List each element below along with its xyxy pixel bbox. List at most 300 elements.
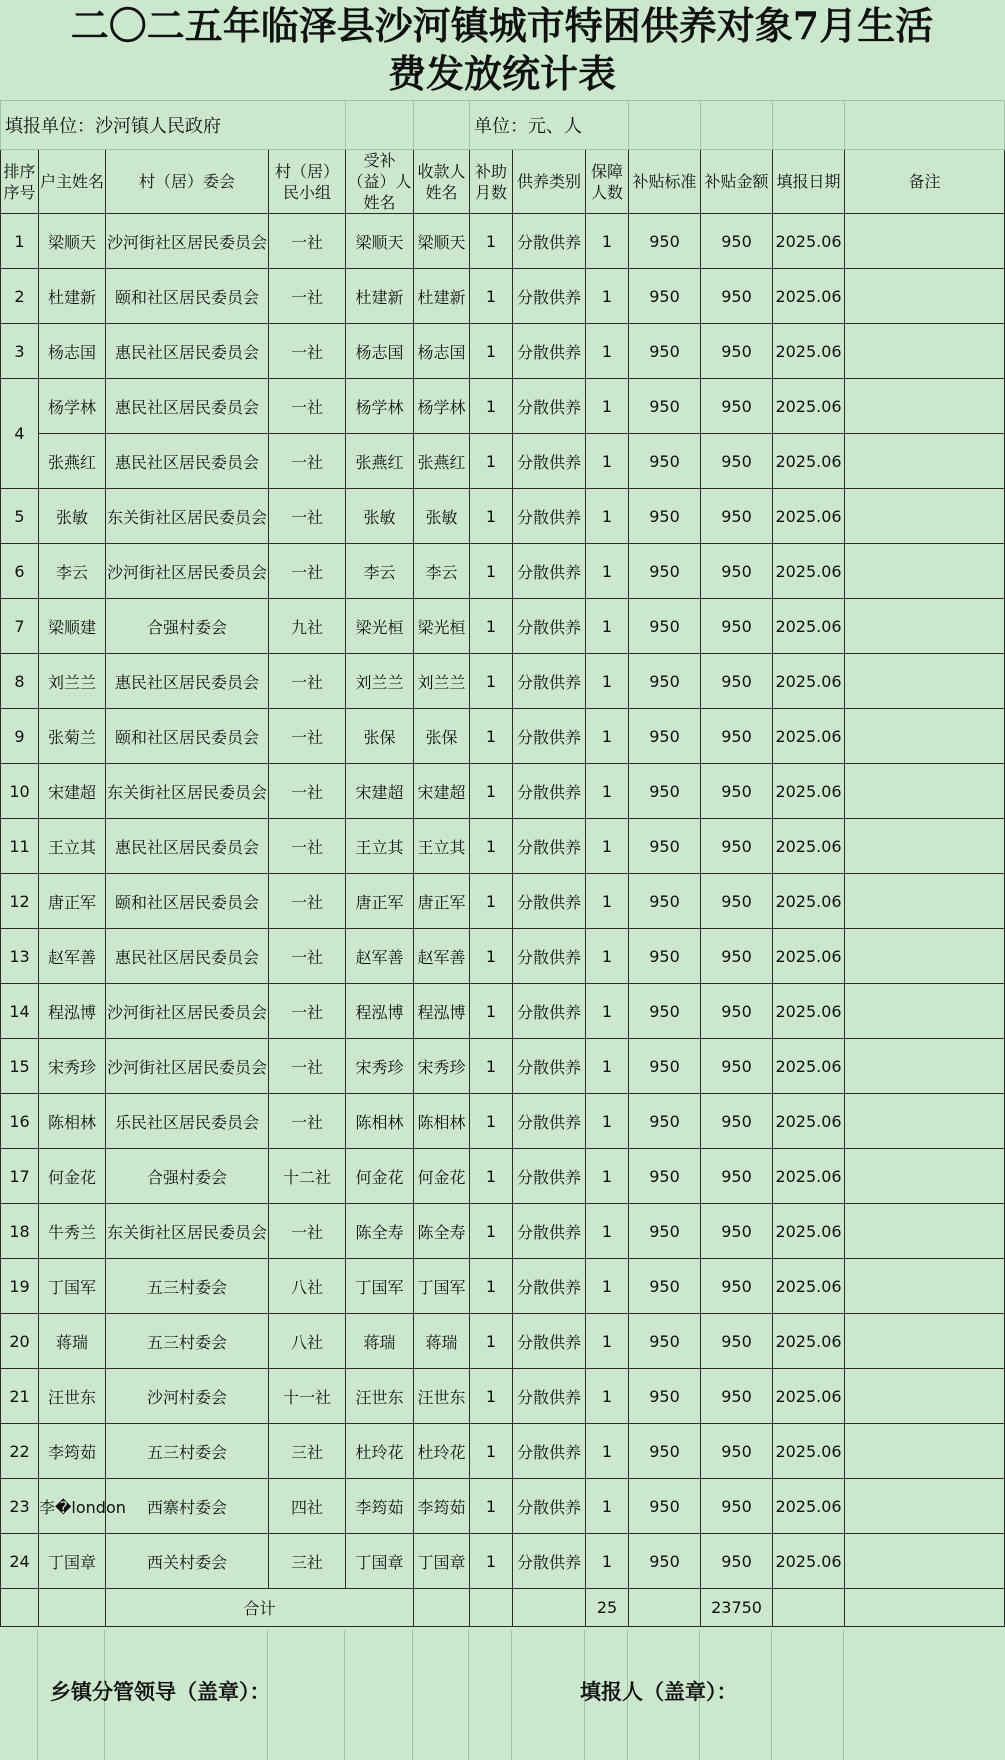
cell-amount: 950 (701, 1094, 773, 1149)
cell-seq: 5 (1, 489, 39, 544)
table-row (1, 874, 1005, 929)
cell-seq: 21 (1, 1369, 39, 1424)
cell-group: 一社 (269, 874, 346, 929)
cell-persons: 1 (586, 1314, 629, 1369)
cell-head: 杨学林 (39, 379, 106, 434)
cell-standard: 950 (629, 1149, 701, 1204)
cell-payee: 张燕红 (414, 434, 470, 489)
cell-seq: 15 (1, 1039, 39, 1094)
cell-note (845, 599, 1005, 654)
cell-category: 分散供养 (513, 984, 586, 1039)
cell-committee: 惠民社区居民委员会 (106, 654, 269, 709)
cell-group: 八社 (269, 1259, 346, 1314)
cell-beneficiary: 宋秀珍 (346, 1039, 414, 1094)
cell-note (845, 214, 1005, 269)
cell-seq: 8 (1, 654, 39, 709)
cell-months: 1 (470, 764, 513, 819)
cell-payee: 宋秀珍 (414, 1039, 470, 1094)
cell-head: 梁顺天 (39, 214, 106, 269)
cell-beneficiary: 杜建新 (346, 269, 414, 324)
cell-note (845, 1479, 1005, 1534)
cell-seq: 23 (1, 1479, 39, 1534)
cell-note (845, 434, 1005, 489)
cell-payee: 赵军善 (414, 929, 470, 984)
header-cell: 受补（益）人姓名 (347, 151, 412, 212)
cell-category: 分散供养 (513, 1259, 586, 1314)
header-cell: 保障人数 (586, 150, 629, 214)
cell-beneficiary: 杨志国 (346, 324, 414, 379)
cell-amount: 950 (701, 434, 773, 489)
cell-seq: 16 (1, 1094, 39, 1149)
cell-committee: 西关村委会 (106, 1534, 269, 1589)
cell-persons: 1 (586, 1094, 629, 1149)
header-cell: 户主姓名 (39, 150, 106, 214)
cell-date: 2025.06 (773, 1149, 845, 1204)
cell-date: 2025.06 (773, 1369, 845, 1424)
cell-group: 一社 (269, 929, 346, 984)
cell-date: 2025.06 (773, 1534, 845, 1589)
cell-persons: 1 (586, 214, 629, 269)
cell-payee: 张保 (414, 709, 470, 764)
cell-beneficiary: 王立其 (346, 819, 414, 874)
cell-persons: 1 (586, 1479, 629, 1534)
cell-payee: 李云 (414, 544, 470, 599)
cell-persons: 1 (586, 929, 629, 984)
cell-committee: 惠民社区居民委员会 (106, 434, 269, 489)
cell-standard: 950 (629, 1204, 701, 1259)
cell-standard: 950 (629, 819, 701, 874)
cell-committee: 惠民社区居民委员会 (106, 929, 269, 984)
cell-amount: 950 (701, 984, 773, 1039)
header-cell: 备注 (845, 150, 1005, 214)
table-row (1, 709, 1005, 764)
cell-head: 李�london (39, 1479, 106, 1534)
cell-beneficiary: 赵军善 (346, 929, 414, 984)
cell-group: 一社 (269, 544, 346, 599)
cell-months: 1 (470, 709, 513, 764)
cell-date: 2025.06 (773, 764, 845, 819)
cell-date: 2025.06 (773, 434, 845, 489)
cell-months: 1 (470, 1094, 513, 1149)
table-row (1, 599, 1005, 654)
cell-payee: 何金花 (414, 1149, 470, 1204)
cell-payee: 杜建新 (414, 269, 470, 324)
cell-category: 分散供养 (513, 1204, 586, 1259)
cell-category: 分散供养 (513, 654, 586, 709)
cell-category: 分散供养 (513, 269, 586, 324)
cell-group: 一社 (269, 324, 346, 379)
cell-payee: 李筠茹 (414, 1479, 470, 1534)
cell-months: 1 (470, 1369, 513, 1424)
cell-standard: 950 (629, 654, 701, 709)
cell-standard: 950 (629, 599, 701, 654)
cell-category: 分散供养 (513, 1094, 586, 1149)
cell-note (845, 819, 1005, 874)
cell-amount: 950 (701, 214, 773, 269)
empty-cell (414, 1589, 470, 1627)
cell-persons: 1 (586, 434, 629, 489)
cell-beneficiary: 丁国军 (346, 1259, 414, 1314)
cell-months: 1 (470, 1479, 513, 1534)
cell-date: 2025.06 (773, 544, 845, 599)
table-row (1, 1039, 1005, 1094)
cell-standard: 950 (629, 489, 701, 544)
cell-standard: 950 (629, 874, 701, 929)
total-label: 合计 (106, 1589, 414, 1627)
empty-cell (39, 1589, 106, 1627)
cell-category: 分散供养 (513, 544, 586, 599)
unit-label: 单位：元、人 (470, 101, 629, 150)
cell-standard: 950 (629, 1424, 701, 1479)
cell-beneficiary: 何金花 (346, 1149, 414, 1204)
cell-persons: 1 (586, 324, 629, 379)
cell-committee: 东关街社区居民委员会 (106, 1204, 269, 1259)
cell-amount: 950 (701, 1259, 773, 1314)
cell-category: 分散供养 (513, 874, 586, 929)
cell-persons: 1 (586, 489, 629, 544)
cell-head: 陈相林 (39, 1094, 106, 1149)
cell-standard: 950 (629, 1094, 701, 1149)
cell-date: 2025.06 (773, 1039, 845, 1094)
cell-note (845, 929, 1005, 984)
cell-head: 唐正军 (39, 874, 106, 929)
cell-seq: 7 (1, 599, 39, 654)
cell-committee: 沙河村委会 (106, 1369, 269, 1424)
cell-payee: 丁国章 (414, 1534, 470, 1589)
cell-months: 1 (470, 489, 513, 544)
cell-persons: 1 (586, 1259, 629, 1314)
cell-head: 宋秀珍 (39, 1039, 106, 1094)
cell-beneficiary: 汪世东 (346, 1369, 414, 1424)
cell-category: 分散供养 (513, 764, 586, 819)
cell-months: 1 (470, 1424, 513, 1479)
cell-seq: 18 (1, 1204, 39, 1259)
cell-persons: 1 (586, 1039, 629, 1094)
cell-committee: 合强村委会 (106, 1149, 269, 1204)
cell-payee: 张敏 (414, 489, 470, 544)
table-row (1, 214, 1005, 269)
cell-note (845, 1204, 1005, 1259)
cell-group: 一社 (269, 654, 346, 709)
cell-category: 分散供养 (513, 1149, 586, 1204)
cell-amount: 950 (701, 764, 773, 819)
header-cell: 村（居）委会 (106, 150, 269, 214)
cell-head: 刘兰兰 (39, 654, 106, 709)
cell-group: 一社 (269, 489, 346, 544)
cell-note (845, 764, 1005, 819)
cell-payee: 唐正军 (414, 874, 470, 929)
table-row (1, 1424, 1005, 1479)
cell-group: 一社 (269, 819, 346, 874)
cell-months: 1 (470, 1259, 513, 1314)
cell-note (845, 379, 1005, 434)
cell-standard: 950 (629, 709, 701, 764)
cell-date: 2025.06 (773, 1314, 845, 1369)
cell-amount: 950 (701, 544, 773, 599)
table-row (1, 1204, 1005, 1259)
header-cell: 收款人姓名 (414, 150, 470, 214)
cell-date: 2025.06 (773, 1094, 845, 1149)
cell-payee: 杜玲花 (414, 1424, 470, 1479)
header-cell: 排序序号 (1, 150, 39, 214)
cell-months: 1 (470, 984, 513, 1039)
cell-category: 分散供养 (513, 214, 586, 269)
cell-note (845, 984, 1005, 1039)
cell-beneficiary: 宋建超 (346, 764, 414, 819)
cell-head: 丁国章 (39, 1534, 106, 1589)
table-row (1, 1259, 1005, 1314)
cell-payee: 丁国军 (414, 1259, 470, 1314)
cell-note (845, 1424, 1005, 1479)
table-row (1, 1479, 1005, 1534)
cell-standard: 950 (629, 1479, 701, 1534)
cell-note (845, 269, 1005, 324)
cell-seq: 9 (1, 709, 39, 764)
cell-persons: 1 (586, 544, 629, 599)
cell-committee: 颐和社区居民委员会 (106, 874, 269, 929)
cell-category: 分散供养 (513, 379, 586, 434)
cell-committee: 乐民社区居民委员会 (106, 1094, 269, 1149)
cell-beneficiary: 丁国章 (346, 1534, 414, 1589)
cell-amount: 950 (701, 379, 773, 434)
cell-persons: 1 (586, 764, 629, 819)
cell-note (845, 1369, 1005, 1424)
table-row (1, 764, 1005, 819)
document-title (0, 0, 1004, 101)
cell-persons: 1 (586, 654, 629, 709)
cell-category: 分散供养 (513, 1369, 586, 1424)
cell-persons: 1 (586, 1369, 629, 1424)
cell-beneficiary: 蒋瑞 (346, 1314, 414, 1369)
cell-date: 2025.06 (773, 1204, 845, 1259)
cell-group: 九社 (269, 599, 346, 654)
cell-months: 1 (470, 269, 513, 324)
cell-note (845, 489, 1005, 544)
cell-category: 分散供养 (513, 324, 586, 379)
cell-group: 一社 (269, 984, 346, 1039)
cell-persons: 1 (586, 1424, 629, 1479)
empty-cell (773, 1589, 845, 1627)
cell-standard: 950 (629, 1369, 701, 1424)
table-row (1, 654, 1005, 709)
cell-beneficiary: 杜玲花 (346, 1424, 414, 1479)
cell-date: 2025.06 (773, 599, 845, 654)
cell-group: 一社 (269, 434, 346, 489)
empty-cell (845, 1589, 1005, 1627)
header-cell: 村（居）民小组 (269, 150, 346, 214)
cell-head: 赵军善 (39, 929, 106, 984)
cell-date: 2025.06 (773, 379, 845, 434)
table-row (1, 379, 1005, 434)
cell-amount: 950 (701, 1149, 773, 1204)
cell-date: 2025.06 (773, 654, 845, 709)
cell-date: 2025.06 (773, 214, 845, 269)
cell-payee: 杨学林 (414, 379, 470, 434)
cell-payee: 汪世东 (414, 1369, 470, 1424)
cell-head: 何金花 (39, 1149, 106, 1204)
cell-group: 一社 (269, 709, 346, 764)
cell-seq: 13 (1, 929, 39, 984)
cell-group: 一社 (269, 1204, 346, 1259)
cell-persons: 1 (586, 984, 629, 1039)
header-cell: 供养类别 (513, 150, 586, 214)
cell-amount: 950 (701, 709, 773, 764)
cell-persons: 1 (586, 819, 629, 874)
cell-amount: 950 (701, 1314, 773, 1369)
cell-seq: 22 (1, 1424, 39, 1479)
cell-payee: 蒋瑞 (414, 1314, 470, 1369)
cell-months: 1 (470, 434, 513, 489)
cell-persons: 1 (586, 1534, 629, 1589)
cell-months: 1 (470, 379, 513, 434)
cell-group: 四社 (269, 1479, 346, 1534)
cell-head: 张菊兰 (39, 709, 106, 764)
cell-date: 2025.06 (773, 929, 845, 984)
cell-note (845, 1259, 1005, 1314)
cell-head: 张敏 (39, 489, 106, 544)
cell-date: 2025.06 (773, 269, 845, 324)
cell-amount: 950 (701, 1369, 773, 1424)
cell-beneficiary: 张燕红 (346, 434, 414, 489)
cell-note (845, 874, 1005, 929)
title-line-2: 费发放统计表 (387, 51, 616, 96)
total-amount: 23750 (701, 1589, 773, 1627)
cell-head: 丁国军 (39, 1259, 106, 1314)
cell-committee: 沙河街社区居民委员会 (106, 544, 269, 599)
cell-head: 梁顺建 (39, 599, 106, 654)
cell-group: 十二社 (269, 1149, 346, 1204)
table-row (1, 819, 1005, 874)
cell-persons: 1 (586, 269, 629, 324)
cell-category: 分散供养 (513, 1534, 586, 1589)
cell-committee: 五三村委会 (106, 1259, 269, 1314)
empty-cell (1, 1589, 39, 1627)
table-row (1, 984, 1005, 1039)
header-cell: 补贴金额 (701, 150, 773, 214)
cell-standard: 950 (629, 764, 701, 819)
total-row (1, 1589, 1005, 1627)
cell-months: 1 (470, 874, 513, 929)
meta-row (1, 101, 1005, 150)
cell-committee: 西寨村委会 (106, 1479, 269, 1534)
cell-standard: 950 (629, 214, 701, 269)
cell-note (845, 1534, 1005, 1589)
cell-committee: 沙河街社区居民委员会 (106, 214, 269, 269)
cell-payee: 宋建超 (414, 764, 470, 819)
header-cell: 补贴标准 (629, 150, 701, 214)
cell-category: 分散供养 (513, 1479, 586, 1534)
cell-head: 宋建超 (39, 764, 106, 819)
data-table (0, 101, 1005, 1627)
cell-persons: 1 (586, 379, 629, 434)
cell-head: 杨志国 (39, 324, 106, 379)
cell-date: 2025.06 (773, 1259, 845, 1314)
cell-head: 李云 (39, 544, 106, 599)
cell-committee: 东关街社区居民委员会 (106, 489, 269, 544)
cell-category: 分散供养 (513, 819, 586, 874)
cell-payee: 陈相林 (414, 1094, 470, 1149)
cell-amount: 950 (701, 1479, 773, 1534)
cell-persons: 1 (586, 1149, 629, 1204)
cell-seq: 3 (1, 324, 39, 379)
cell-beneficiary: 陈全寿 (346, 1204, 414, 1259)
table-row (1, 324, 1005, 379)
cell-committee: 合强村委会 (106, 599, 269, 654)
cell-months: 1 (470, 1534, 513, 1589)
cell-head: 张燕红 (39, 434, 106, 489)
cell-committee: 惠民社区居民委员会 (106, 819, 269, 874)
reporting-unit: 填报单位：沙河镇人民政府 (1, 101, 346, 150)
cell-amount: 950 (701, 269, 773, 324)
table-row (1, 269, 1005, 324)
cell-standard: 950 (629, 379, 701, 434)
cell-seq: 10 (1, 764, 39, 819)
cell-seq: 14 (1, 984, 39, 1039)
cell-group: 一社 (269, 1094, 346, 1149)
cell-amount: 950 (701, 599, 773, 654)
cell-payee: 王立其 (414, 819, 470, 874)
cell-months: 1 (470, 1039, 513, 1094)
cell-date: 2025.06 (773, 819, 845, 874)
empty-cell (470, 1589, 513, 1627)
cell-group: 三社 (269, 1424, 346, 1479)
cell-date: 2025.06 (773, 489, 845, 544)
header-row (1, 150, 1005, 214)
cell-standard: 950 (629, 324, 701, 379)
cell-category: 分散供养 (513, 1314, 586, 1369)
cell-committee: 东关街社区居民委员会 (106, 764, 269, 819)
cell-head: 王立其 (39, 819, 106, 874)
cell-amount: 950 (701, 324, 773, 379)
cell-beneficiary: 张敏 (346, 489, 414, 544)
cell-seq: 24 (1, 1534, 39, 1589)
cell-amount: 950 (701, 819, 773, 874)
cell-amount: 950 (701, 1424, 773, 1479)
cell-note (845, 544, 1005, 599)
cell-beneficiary: 唐正军 (346, 874, 414, 929)
cell-months: 1 (470, 1204, 513, 1259)
table-row (1, 489, 1005, 544)
cell-group: 十一社 (269, 1369, 346, 1424)
header-cell: 填报日期 (773, 150, 845, 214)
cell-category: 分散供养 (513, 434, 586, 489)
cell-group: 八社 (269, 1314, 346, 1369)
cell-group: 一社 (269, 1039, 346, 1094)
table-row (1, 1369, 1005, 1424)
cell-payee: 陈全寿 (414, 1204, 470, 1259)
cell-standard: 950 (629, 269, 701, 324)
cell-beneficiary: 程泓博 (346, 984, 414, 1039)
cell-standard: 950 (629, 984, 701, 1039)
cell-category: 分散供养 (513, 1424, 586, 1479)
cell-persons: 1 (586, 1204, 629, 1259)
cell-payee: 梁光桓 (414, 599, 470, 654)
cell-date: 2025.06 (773, 709, 845, 764)
total-persons: 25 (586, 1589, 629, 1627)
cell-committee: 惠民社区居民委员会 (106, 324, 269, 379)
cell-beneficiary: 杨学林 (346, 379, 414, 434)
cell-standard: 950 (629, 929, 701, 984)
cell-amount: 950 (701, 1204, 773, 1259)
cell-committee: 五三村委会 (106, 1424, 269, 1479)
cell-note (845, 1149, 1005, 1204)
empty-cell (513, 1589, 586, 1627)
reporter-signature-label: 填报人（盖章）： (580, 1679, 738, 1704)
cell-seq: 1 (1, 214, 39, 269)
cell-committee: 惠民社区居民委员会 (106, 379, 269, 434)
cell-category: 分散供养 (513, 709, 586, 764)
cell-months: 1 (470, 1314, 513, 1369)
